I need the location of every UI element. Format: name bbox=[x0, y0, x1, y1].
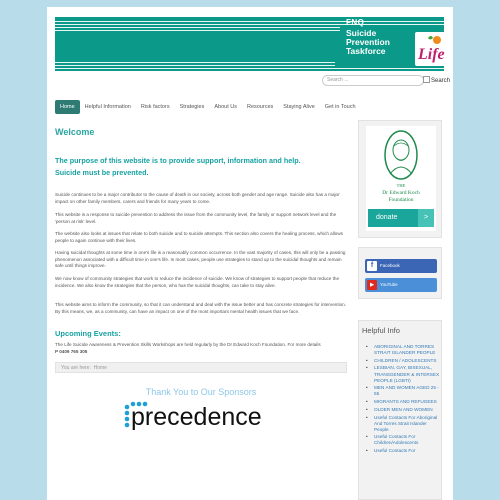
facebook-link[interactable] bbox=[365, 259, 437, 273]
header-title bbox=[346, 29, 418, 56]
foundation-line: Dr Edward Koch bbox=[382, 190, 420, 196]
koch-foundation-logo[interactable] bbox=[366, 126, 436, 231]
search-input[interactable]: Search ... bbox=[322, 75, 424, 86]
header-title-line: Suicide bbox=[346, 28, 377, 38]
helpful-info-link[interactable]: • Useful Contacts For Aboriginal And Torres Strait Islander People bbox=[366, 415, 441, 433]
body-paragraph: This website aims to inform the community, so that it can understand and deal with the issue better and has concrete strategies for intervention. By this means, we, as a community, can have an impact on one of the most important mental health issues that we face. bbox=[55, 302, 347, 314]
upcoming-events-heading: Upcoming Events: bbox=[55, 329, 121, 338]
nav-about-us[interactable]: About Us bbox=[214, 104, 237, 110]
chevron-right-icon: > bbox=[418, 209, 434, 227]
youtube-link[interactable] bbox=[365, 278, 437, 292]
nav-helpful-information[interactable]: Helpful Information bbox=[84, 104, 131, 110]
search-icon bbox=[423, 76, 430, 83]
body-paragraph: Suicide continues to be a major contributor to the cause of death in our society, across both gender and age range. Suicide also has a major impact on other family members, carers and friends for many years to come. bbox=[55, 192, 340, 204]
upcoming-events-body: The Life Suicide Awareness & Prevention Skills Workshops are held regularly by the Dr Edward Koch Foundation. For more details bbox=[55, 342, 321, 347]
breadcrumb-home-link[interactable]: Home bbox=[93, 365, 107, 371]
breadcrumb bbox=[55, 362, 347, 373]
nav-home[interactable]: Home bbox=[55, 100, 80, 114]
body-paragraph: We now know of community strategies that work to reduce the incidence of suicide. We know of strategies to support people that reduce the incidence. We also know the strategies that the person, who has the suicidal thoughts, can take to stay alive. bbox=[55, 276, 340, 288]
search-button-label: Search bbox=[431, 78, 451, 84]
helpful-info-link[interactable]: • ABORIGINAL AND TORRES STRAIT ISLANDER PEOPLE bbox=[366, 344, 441, 356]
sponsor-logo-precedence[interactable] bbox=[123, 396, 283, 440]
sidebar bbox=[358, 120, 442, 500]
page bbox=[47, 7, 453, 500]
donate-label: donate bbox=[376, 214, 398, 221]
banner-stripe bbox=[55, 24, 444, 25]
social-panel bbox=[358, 247, 442, 299]
breadcrumb-prefix: You are here: bbox=[61, 365, 91, 371]
helpful-info-link[interactable]: • OLDER MEN AND WOMEN bbox=[366, 407, 441, 413]
helpful-info-link[interactable]: • Useful Contacts For Children/Adolescents bbox=[366, 434, 441, 446]
helpful-info-list bbox=[366, 344, 441, 456]
search-button[interactable] bbox=[423, 76, 450, 84]
header-banner[interactable] bbox=[55, 17, 444, 71]
nav-strategies[interactable]: Strategies bbox=[179, 104, 205, 110]
sponsor-name: precedence bbox=[131, 403, 262, 431]
body-paragraph: This website is a response to suicide prevention to address the issue from the community level, the family or support network level and the 'person at risk' level. bbox=[55, 212, 337, 224]
helpful-info-panel bbox=[358, 320, 442, 500]
logo-text: Life bbox=[418, 46, 445, 63]
helpful-info-link[interactable]: • MIGRANTS AND REFUGEES bbox=[366, 399, 441, 405]
youtube-label: YouTube bbox=[380, 282, 398, 287]
body-paragraph: The website also looks at issues that relate to both suicide and to suicide attempts. This section also covers the healing process, which allows people to again continue with their lives. bbox=[55, 231, 343, 243]
banner-stripe bbox=[55, 30, 340, 31]
foundation-panel bbox=[358, 120, 442, 238]
body-paragraph: Having suicidal thoughts at some time in one's life is a reasonably common occurrence. In the vast majority of cases, this will only be a passing phenomenon associated with a difficult time in one's life. In most cases, people use strategies to stand up to the suicidal thoughts and remain safe until things improve. bbox=[55, 250, 346, 269]
nav-resources[interactable]: Resources bbox=[246, 104, 274, 110]
helpful-info-link[interactable]: • LESBIAN, GAY, BISEXUAL, TRANSGENDER & INTERSEX PEOPLE (LGBTI) bbox=[366, 365, 441, 383]
helpful-info-link[interactable]: • Useful Contacts For bbox=[366, 448, 441, 454]
foundation-line: Foundation bbox=[388, 197, 414, 203]
youtube-icon: ▶ bbox=[367, 280, 377, 290]
nav-risk-factors[interactable]: Risk factors bbox=[140, 104, 170, 110]
banner-stripe bbox=[55, 27, 340, 28]
nav-get-in-touch[interactable]: Get in Touch bbox=[324, 104, 356, 110]
header-title-line: Prevention bbox=[346, 37, 390, 47]
banner-stripe bbox=[55, 21, 444, 22]
banner-stripe bbox=[55, 65, 335, 66]
upcoming-events-text bbox=[55, 342, 347, 355]
helpful-info-heading: Helpful Info bbox=[362, 326, 400, 335]
purpose-statement bbox=[55, 155, 345, 179]
life-logo bbox=[415, 32, 449, 66]
foundation-line: THE bbox=[396, 183, 406, 188]
facebook-icon: f bbox=[367, 261, 377, 271]
purpose-line: Suicide must be prevented. bbox=[55, 168, 149, 177]
helpful-info-link[interactable]: • MEN AND WOMEN AGED 25 - 55 bbox=[366, 385, 441, 397]
helpful-info-link[interactable]: • CHILDREN / ADOLESCENTS bbox=[366, 358, 441, 364]
page-title: Welcome bbox=[55, 127, 95, 137]
sponsors-heading: Thank You to Our Sponsors bbox=[145, 387, 257, 397]
main-content bbox=[55, 120, 347, 500]
upcoming-events-phone: P 0409 765 305 bbox=[55, 348, 88, 354]
banner-stripe bbox=[55, 68, 444, 69]
purpose-line: The purpose of this website is to provide support, information and help. bbox=[55, 156, 301, 165]
facebook-label: Facebook bbox=[380, 263, 400, 268]
main-nav bbox=[55, 100, 361, 114]
header-title-line: Taskforce bbox=[346, 46, 386, 56]
banner-stripe bbox=[55, 62, 335, 63]
donate-button[interactable] bbox=[368, 209, 434, 227]
nav-staying-alive[interactable]: Staying Alive bbox=[283, 104, 315, 110]
header-org: FNQ bbox=[346, 18, 365, 27]
